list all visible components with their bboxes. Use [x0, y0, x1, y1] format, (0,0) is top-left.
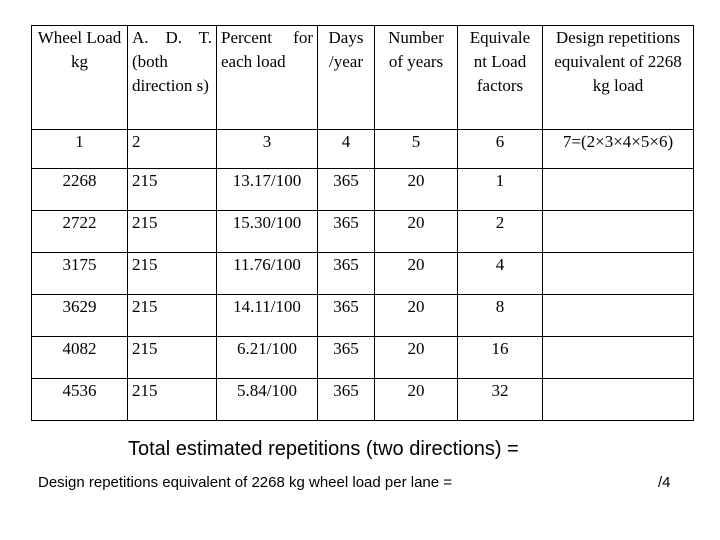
- header-wheel-load: Wheel Load kg: [32, 26, 128, 130]
- cell-adt: 215: [128, 295, 217, 337]
- cell-design-repetitions: [543, 337, 694, 379]
- cell-design-repetitions: [543, 295, 694, 337]
- table-row: [32, 169, 694, 211]
- cell-years: 20: [375, 253, 458, 295]
- cell-design-repetitions: [543, 379, 694, 421]
- cell-percent: 14.11/100: [217, 295, 318, 337]
- header-equivalent-factors: Equivale nt Load factors: [458, 26, 543, 130]
- table-row: [32, 379, 694, 421]
- cell-design-repetitions: [543, 211, 694, 253]
- cell-years: 20: [375, 169, 458, 211]
- header-number-years: Number of years: [375, 26, 458, 130]
- cell-design-repetitions: [543, 253, 694, 295]
- column-number: 7=(2×3×4×5×6): [543, 130, 694, 169]
- cell-percent: 15.30/100: [217, 211, 318, 253]
- column-number: 3: [217, 130, 318, 169]
- cell-adt: 215: [128, 211, 217, 253]
- cell-wheel-load: 4082: [32, 337, 128, 379]
- cell-design-repetitions: [543, 169, 694, 211]
- cell-wheel-load: 2268: [32, 169, 128, 211]
- cell-years: 20: [375, 379, 458, 421]
- cell-adt: 215: [128, 253, 217, 295]
- per-lane-label: Design repetitions equivalent of 2268 kg wheel load per lane =: [38, 474, 453, 491]
- cell-wheel-load: 4536: [32, 379, 128, 421]
- table-row: [32, 337, 694, 379]
- header-days-year: Days /year: [318, 26, 375, 130]
- cell-factor: 8: [458, 295, 543, 337]
- header-adt: A. D. T. (both direction s): [128, 26, 217, 130]
- cell-wheel-load: 2722: [32, 211, 128, 253]
- cell-days: 365: [318, 379, 375, 421]
- table-row: [32, 253, 694, 295]
- cell-years: 20: [375, 211, 458, 253]
- cell-factor: 4: [458, 253, 543, 295]
- cell-adt: 215: [128, 379, 217, 421]
- column-number: 2: [128, 130, 217, 169]
- cell-percent: 5.84/100: [217, 379, 318, 421]
- cell-factor: 16: [458, 337, 543, 379]
- total-repetitions-label: Total estimated repetitions (two directions) =: [128, 438, 519, 460]
- cell-adt: 215: [128, 337, 217, 379]
- column-number: 4: [318, 130, 375, 169]
- cell-days: 365: [318, 211, 375, 253]
- cell-factor: 2: [458, 211, 543, 253]
- column-number: 1: [32, 130, 128, 169]
- cell-factor: 32: [458, 379, 543, 421]
- header-design-repetitions: Design repetitions equivalent of 2268 kg load: [543, 26, 694, 130]
- column-number: 6: [458, 130, 543, 169]
- cell-wheel-load: 3629: [32, 295, 128, 337]
- column-number: 5: [375, 130, 458, 169]
- table-row: [32, 295, 694, 337]
- cell-percent: 13.17/100: [217, 169, 318, 211]
- load-repetition-table: [31, 25, 694, 421]
- cell-factor: 1: [458, 169, 543, 211]
- cell-percent: 11.76/100: [217, 253, 318, 295]
- cell-wheel-load: 3175: [32, 253, 128, 295]
- cell-days: 365: [318, 337, 375, 379]
- cell-days: 365: [318, 169, 375, 211]
- column-number-row: [32, 130, 694, 169]
- per-lane-suffix: /4: [658, 474, 671, 491]
- header-row: [32, 26, 694, 130]
- cell-percent: 6.21/100: [217, 337, 318, 379]
- cell-days: 365: [318, 295, 375, 337]
- cell-adt: 215: [128, 169, 217, 211]
- table-row: [32, 211, 694, 253]
- cell-years: 20: [375, 337, 458, 379]
- cell-years: 20: [375, 295, 458, 337]
- header-percent: Percent for each load: [217, 26, 318, 130]
- cell-days: 365: [318, 253, 375, 295]
